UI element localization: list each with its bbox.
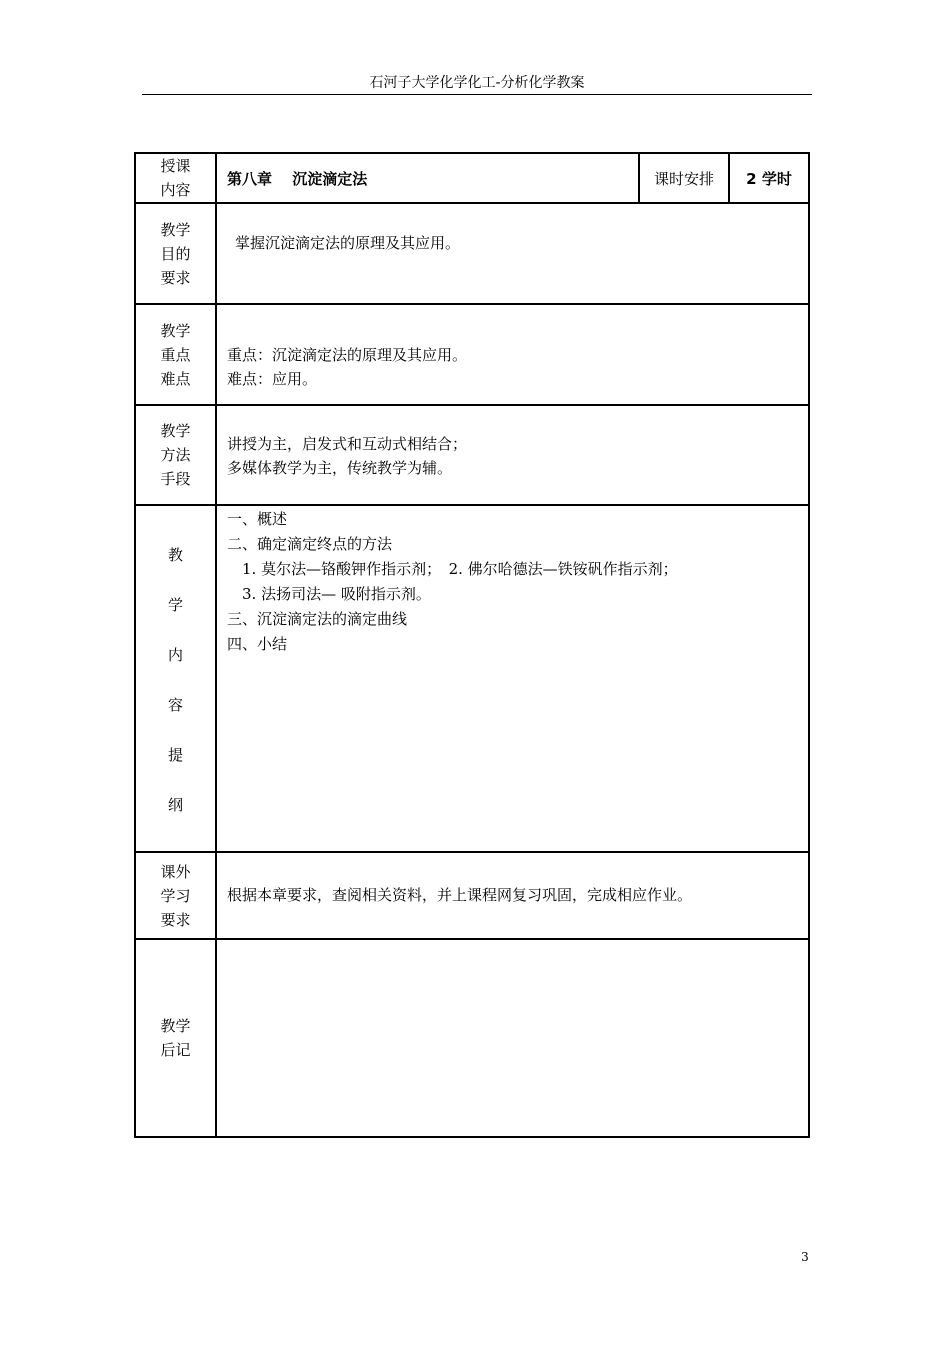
reflection-content — [217, 940, 808, 1136]
methods-row — [136, 406, 808, 506]
key-points-content — [217, 305, 808, 404]
outline-label-char: 教 — [167, 546, 183, 564]
outline-label-char: 内 — [167, 646, 183, 664]
schedule-value: 2 学时 — [746, 169, 792, 188]
header-divider — [142, 94, 812, 95]
method-line: 讲授为主，启发式和互动式相结合； — [227, 435, 468, 453]
outline-label-char: 容 — [167, 696, 183, 714]
course-label-line: 内容 — [160, 181, 191, 199]
homework-label-line: 课外 — [160, 862, 191, 881]
homework-label-line: 学习 — [160, 886, 191, 905]
homework-row — [136, 853, 808, 940]
key-points-label-line: 重点 — [160, 345, 191, 364]
objectives-label-line: 目的 — [160, 244, 191, 263]
chapter-title: 第八章 沉淀滴定法 — [217, 154, 640, 202]
outline-content — [217, 506, 808, 851]
reflection-label — [136, 940, 217, 1136]
reflection-row — [136, 940, 808, 1136]
homework-label-line: 要求 — [160, 910, 191, 929]
objectives-row — [136, 204, 808, 305]
key-points-label-line: 教学 — [160, 321, 191, 340]
methods-label-line: 教学 — [160, 422, 191, 440]
reflection-label-line: 后记 — [160, 1041, 191, 1059]
key-point-line: 重点：沉淀滴定法的原理及其应用。 — [227, 346, 468, 364]
lesson-plan-table — [134, 152, 810, 1138]
outline-item: 二、确定滴定终点的方法 — [227, 535, 393, 553]
course-label-line: 授课 — [160, 157, 191, 175]
objectives-label-line: 教学 — [160, 220, 191, 239]
key-points-label-line: 难点 — [160, 369, 191, 388]
key-points-label — [136, 305, 217, 404]
method-line: 多媒体教学为主，传统教学为辅。 — [227, 459, 453, 477]
difficulty-line: 难点：应用。 — [227, 370, 318, 388]
methods-label-line: 方法 — [160, 446, 191, 464]
methods-content — [217, 406, 808, 504]
outline-row — [136, 506, 808, 853]
outline-label-char: 学 — [167, 596, 183, 614]
course-label — [136, 154, 217, 202]
homework-label — [136, 853, 217, 938]
methods-label — [136, 406, 217, 504]
objectives-text: 掌握沉淀滴定法的原理及其应用。 — [235, 234, 461, 252]
schedule-label: 课时安排 — [640, 154, 730, 202]
objectives-label-line: 要求 — [160, 268, 191, 287]
methods-label-line: 手段 — [160, 470, 191, 488]
outline-item: 四、小结 — [227, 635, 288, 653]
outline-label — [136, 506, 217, 851]
outline-item: 一、概述 — [227, 510, 288, 528]
outline-subitem: 1. 莫尔法—铬酸钾作指示剂； 2. 佛尔哈德法—铁铵矾作指示剂； — [227, 560, 678, 578]
outline-item: 三、沉淀滴定法的滴定曲线 — [227, 610, 408, 628]
page-number: 3 — [801, 1250, 809, 1264]
page-header-title: 石河子大学化学化工-分析化学教案 — [369, 75, 585, 91]
key-points-row — [136, 305, 808, 406]
outline-label-char: 提 — [167, 746, 183, 764]
outline-subitem: 3. 法扬司法— 吸附指示剂。 — [227, 585, 431, 603]
course-row — [136, 154, 808, 204]
reflection-label-line: 教学 — [160, 1017, 191, 1035]
objectives-label — [136, 204, 217, 303]
homework-text: 根据本章要求，查阅相关资料，并上课程网复习巩固，完成相应作业。 — [227, 886, 693, 904]
outline-label-char: 纲 — [167, 796, 183, 814]
